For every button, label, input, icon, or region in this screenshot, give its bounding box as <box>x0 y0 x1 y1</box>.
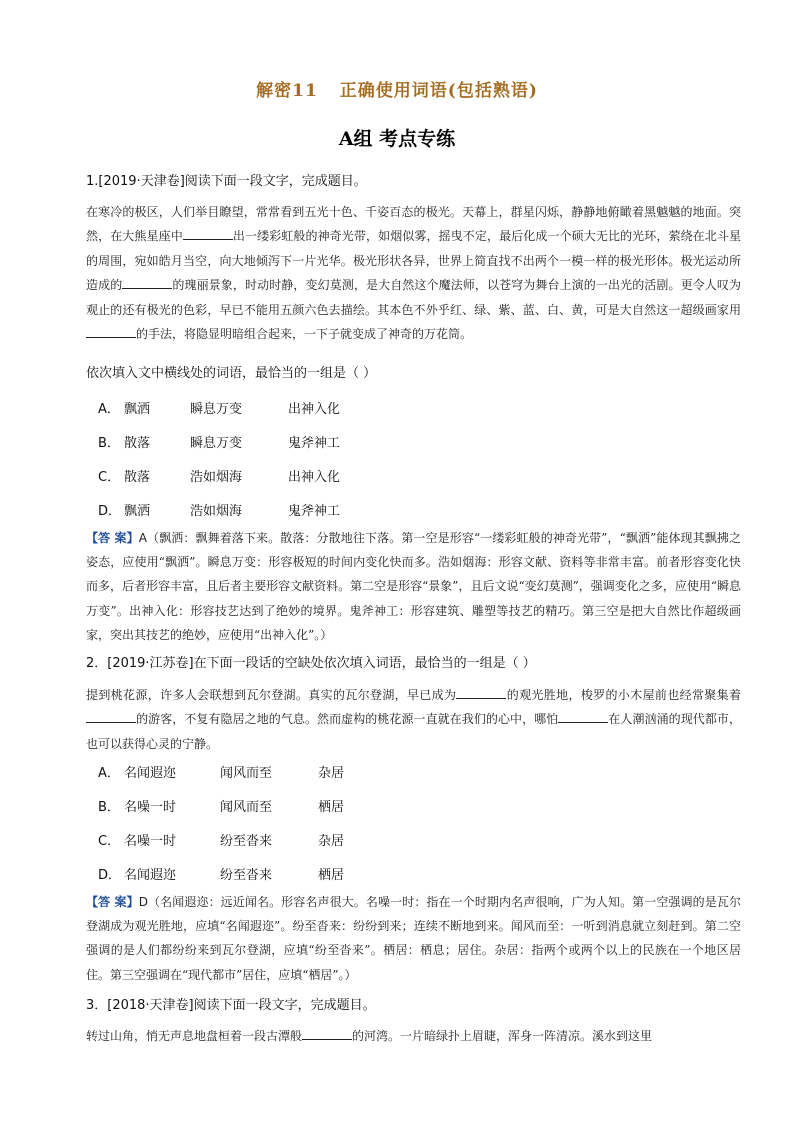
question-1-prompt: 依次填入文中横线处的词语，最恰当的一组是（ ） <box>86 366 377 381</box>
answer-value: A <box>138 531 147 545</box>
passage-text: 的游客，不复有隐居之地的气息。然而虚构的桃花源一直就在我们的心中，哪怕 <box>136 712 559 727</box>
blank-line <box>302 1027 352 1040</box>
option-word: 名闻遐迩 <box>124 766 177 781</box>
question-1-answer <box>86 526 741 647</box>
answer-value: D <box>138 895 148 909</box>
option-letter: B． <box>98 800 120 815</box>
answer-label: 【答 案】 <box>86 895 139 909</box>
passage-text: 提到桃花源，许多人会联想到瓦尔登湖。真实的瓦尔登湖，早已成为 <box>86 688 457 702</box>
blank-line <box>122 276 172 289</box>
title-chapter: 解密11 <box>256 81 318 101</box>
option-word: 名噪一时 <box>124 800 177 815</box>
option-word: 瞬息万变 <box>190 436 243 451</box>
passage-text: 转过山角，悄无声息地盘桓着一段古潭般 <box>86 1029 303 1043</box>
passage-text: 的手法，将隐显明暗组合起来，一下子就变成了神奇的万花筒。 <box>136 327 473 342</box>
question-3-heading: 3．[2018·天津卷]阅读下面一段文字，完成题目。 <box>86 998 376 1013</box>
passage-text: 的瑰丽景象，时动时静，变幻莫测，是大自然这个魔法师，以苍穹为舞台上演的一出光的活剧。更令人叹为观止的还有极光的色彩，早已不能用五颜六色去描绘。其本色不外乎红、绿、紫、蓝、白、黄，可是大自然这一超级画家用 <box>86 278 741 317</box>
passage-text: 在寒冷的极区，人们举目瞭望，常常看到五光十色、千姿百态的极光。天幕上，群星闪烁，静静地俯瞰着黑魆魆的地面。突然，在大熊星座中 <box>86 205 741 244</box>
option-word: 瞬息万变 <box>190 402 243 417</box>
option-word: 闻风而至 <box>220 800 273 815</box>
question-1-passage <box>86 200 741 346</box>
option-word: 杂居 <box>318 834 345 849</box>
answer-label: 【答 案】 <box>86 531 139 545</box>
blank-line <box>456 686 506 699</box>
option-letter: C． <box>98 834 121 849</box>
passage-text: 出一缕彩虹般的神奇光带，如烟似雾，摇曳不定，最后化成一个硕大无比的光环，萦绕在北斗星的周围，宛如皓月当空，向大地倾泻下一片光华。极光形状各异，世界上简直找不出两个一模一样的极光形体。极光运动所造成的 <box>86 229 741 293</box>
option-word: 纷至沓来 <box>220 834 273 849</box>
option-letter: D． <box>98 868 122 883</box>
option-word: 鬼斧神工 <box>288 436 341 451</box>
question-2-passage <box>86 683 741 756</box>
option-word: 出神入化 <box>288 470 341 485</box>
answer-explanation: （名闻遐迩：远近闻名。形容名声很大。名噪一时：指在一个时期内名声很响，广为人知。第一空强调的是瓦尔登湖成为观光胜地，应填“名闻遐迩”。纷至沓来：纷纷到来；连续不断地到来。闻风而至：一听到消息就立刻赶到。第二空强调的是人们都纷纷来到瓦尔登湖，应填“纷至沓来”。栖居：栖息；居住。杂居：指两个或两个以上的民族在一个地区居住。第三空强调在“现代都市”居住，应填“栖居”。） <box>86 895 741 982</box>
option-word: 闻风而至 <box>220 766 273 781</box>
passage-text: 在人潮汹涌的现代都市，也可以获得心灵的宁静。 <box>86 712 741 751</box>
option-word: 杂居 <box>318 766 345 781</box>
option-word: 栖居 <box>318 800 345 815</box>
option-word: 名闻遐迩 <box>124 868 177 883</box>
question-2-heading: 2．[2019·江苏卷]在下面一段话的空缺处依次填入词语，最恰当的一组是（ ） <box>86 656 536 671</box>
option-letter: A． <box>98 402 120 417</box>
option-letter: B． <box>98 436 120 451</box>
question-3-passage <box>86 1024 741 1048</box>
passage-text: 的河湾。一片暗绿扑上眉睫，浑身一阵清凉。溪水到这里 <box>352 1029 653 1043</box>
option-word: 散落 <box>124 470 151 485</box>
option-word: 栖居 <box>318 868 345 883</box>
option-letter: C． <box>98 470 121 485</box>
option-letter: D． <box>98 504 122 519</box>
option-word: 名噪一时 <box>124 834 177 849</box>
title-topic: 正确使用词语(包括熟语) <box>339 81 538 101</box>
question-2-answer <box>86 890 741 987</box>
option-word: 纷至沓来 <box>220 868 273 883</box>
option-word: 散落 <box>124 436 151 451</box>
page-title <box>0 76 794 101</box>
option-word: 鬼斧神工 <box>288 504 341 519</box>
option-word: 浩如烟海 <box>190 470 243 485</box>
blank-line <box>558 710 608 723</box>
option-word: 飘洒 <box>124 402 151 417</box>
blank-line <box>86 710 136 723</box>
passage-text: 的观光胜地，梭罗的小木屋前也经常聚集着 <box>506 688 741 702</box>
blank-line <box>86 325 136 338</box>
option-word: 出神入化 <box>288 402 341 417</box>
option-word: 浩如烟海 <box>190 504 243 519</box>
option-word: 飘洒 <box>124 504 151 519</box>
answer-explanation: （飘洒：飘舞着落下来。散落：分散地往下落。第一空是形容“一缕彩虹般的神奇光带”，“飘洒”能体现其飘拂之姿态，应使用“飘洒”。瞬息万变：形容极短的时间内变化快而多。浩如烟海：形容文献、资料等非常丰富。前者形容变化快而多，后者形容丰富，且后者主要形容文献资料。第二空是形容“景象”，且后文说“变幻莫测”，强调变化之多，应使用“瞬息万变”。出神入化：形容技艺达到了绝妙的境界。鬼斧神工：形容建筑、雕塑等技艺的精巧。第三空是把大自然比作超级画家，突出其技艺的绝妙，应使用“出神入化”。） <box>86 531 741 642</box>
section-heading: A组 考点专练 <box>338 128 456 150</box>
question-1-heading: 1.[2019·天津卷]阅读下面一段文字，完成题目。 <box>86 174 367 189</box>
option-letter: A． <box>98 766 120 781</box>
blank-line <box>183 227 233 240</box>
